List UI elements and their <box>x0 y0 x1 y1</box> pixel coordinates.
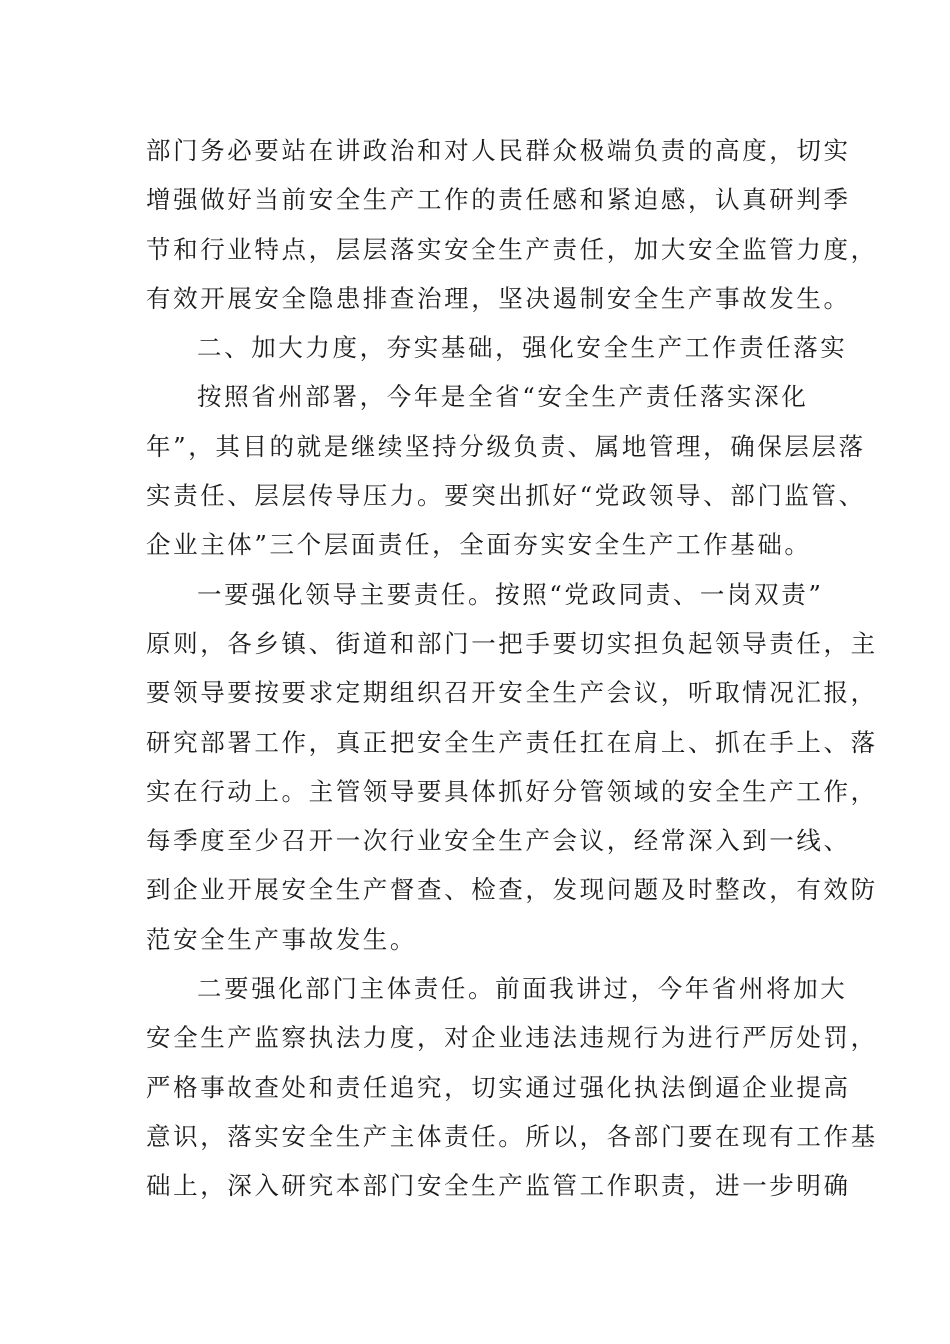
text-line: 严格事故查处和责任追究，切实通过强化执法倒逼企业提高 <box>146 1072 851 1102</box>
text-line: 实责任、层层传导压力。要突出抓好“党政领导、部门监管、 <box>146 481 866 511</box>
text-line: 范安全生产事故发生。 <box>146 924 417 954</box>
text-line: 要领导要按要求定期组织召开安全生产会议，听取情况汇报， <box>146 678 878 708</box>
text-line: 增强做好当前安全生产工作的责任感和紧迫感，认真研判季 <box>146 185 851 215</box>
text-line: 每季度至少召开一次行业安全生产会议，经常深入到一线、 <box>146 826 851 856</box>
text-line: 实在行动上。主管领导要具体抓好分管领域的安全生产工作， <box>146 776 878 806</box>
text-line: 原则，各乡镇、街道和部门一把手要切实担负起领导责任，主 <box>146 628 878 658</box>
text-line: 二要强化部门主体责任。前面我讲过，今年省州将加大 <box>197 974 848 1004</box>
text-line: 础上，深入研究本部门安全生产监管工作职责，进一步明确 <box>146 1171 851 1201</box>
text-line: 节和行业特点，层层落实安全生产责任，加大安全监管力度， <box>146 234 878 264</box>
text-line: 一要强化领导主要责任。按照“党政同责、一岗双责” <box>197 579 824 609</box>
text-line: 意识，落实安全生产主体责任。所以，各部门要在现有工作基 <box>146 1121 878 1151</box>
text-line: 有效开展安全隐患排查治理，坚决遏制安全生产事故发生。 <box>146 283 851 313</box>
text-line: 安全生产监察执法力度，对企业违法违规行为进行严厉处罚， <box>146 1023 878 1053</box>
text-line: 年”，其目的就是继续坚持分级负责、属地管理，确保层层落 <box>146 431 866 461</box>
paragraph <box>146 323 848 372</box>
document-body <box>146 126 878 1211</box>
paragraph <box>146 126 878 323</box>
text-line: 二、加大力度，夯实基础，强化安全生产工作责任落实 <box>197 333 848 363</box>
text-line: 研究部署工作，真正把安全生产责任扛在肩上、抓在手上、落 <box>146 727 878 757</box>
paragraph <box>146 964 878 1210</box>
paragraph <box>146 570 878 964</box>
text-line: 到企业开展安全生产督查、检查，发现问题及时整改，有效防 <box>146 875 878 905</box>
text-line: 部门务必要站在讲政治和对人民群众极端负责的高度，切实 <box>146 136 851 165</box>
text-line: 按照省州部署，今年是全省“安全生产责任落实深化 <box>197 382 809 412</box>
paragraph <box>146 372 866 569</box>
text-line: 企业主体”三个层面责任，全面夯实安全生产工作基础。 <box>146 530 812 560</box>
